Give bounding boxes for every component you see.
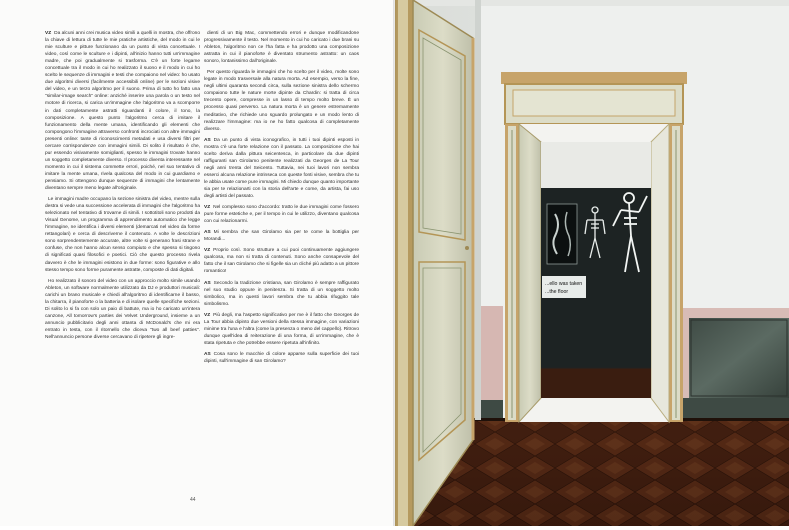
right-page-photo bbox=[395, 0, 789, 526]
paragraph-text: Più degli, ma l'aspetto significativo per me è il fatto che Georges de La Tour abbia dipinto due versioni della stessa immagine, con variazioni minime tra l'una e l'altra (come la presenza o meno del cappello). Ritrovo dunque quell'idea di reiterazione di una forma, di un'immagine, che è stata ripetuta e che potrebbe essere ripetuta all'infinito. bbox=[204, 312, 359, 346]
paragraph bbox=[204, 69, 359, 132]
speaker-initials: VZ bbox=[204, 205, 211, 211]
paragraph-text: Da un punto di vista iconografico, in tutti i tuoi dipinti esposti in mostra c'è una forte relazione con il passato. La composizione che hai scelto deriva dalla pittura seicentesca, in particolare da due dipinti raffiguranti san Girolamo penitente realizzati da Georges de La Tour negli anni trenta del Seicento. Tuttavia, nei tuoi lavori non sembra esserci alcuna relazione intrinseca con queste fonti visive, sembra che tu le abbia usate come pure immagini. Mi chiedo dunque quanto importante sia per te relazionarti con la storia dell'arte e come, da artista, fai uso degli artisti del passato. bbox=[204, 137, 359, 200]
paragraph bbox=[204, 312, 359, 347]
speaker-initials: AS bbox=[204, 351, 211, 357]
page-number: 44 bbox=[190, 497, 196, 503]
text-column-left bbox=[45, 30, 200, 345]
paragraph-text: Ho realizzato il sonoro del video con un approccio molto simile usando Ableton, un software normalmente utilizzato da DJ e produttori musicali: carichi un brano musicale e chiedi all'algoritmo di identificarne il basso, la chitarra, il pianoforte o la batteria e di isolare quelle specifiche sezioni. Di solito lo si fa con solo un paio di battute, ma io ho caricato un'intera canzone, All tomorrow's parties dei Velvet Underground, insieme a un annuncio pubblicitario degli anni ottanta di McDonald's che mi era entrato in testa, con il ritornello che diceva "two all beef patties". Nell'annuncio persone diverse cercavano di ripetere gli ingre- bbox=[45, 278, 200, 340]
paragraph bbox=[204, 229, 359, 243]
screen-caption-line: ...ello was taken bbox=[545, 281, 583, 287]
paragraph-text: Mi sembra che san Girolamo sia per te come la bottiglia per Morandi... bbox=[204, 230, 359, 243]
paragraph-text: Le immagini madre occupano la sezione sinistra del video, mentre sulla destra si vede una successione accelerata di immagini che l'algoritmo ha selezionato nel tentativo di trovarne di simili. I sottotitoli sono prodotti da Visual Genome, un programma di apprendimento automatico che legge l'immagine, ne identifica i diversi elementi (demarcati nel video da forme rettangolari) e cerca di descriverne il contenuto. A volte le descrizioni sono sorprendentemente accurate, altre volte si generano frasi strane e confuse, che non hanno alcun senso compiuto e che spesso si tingono di significati quasi filosofici e poetici. Ciò che questo processo rivela davvero è che le immagini esistono in due forme: sono figurative e allo stesso tempo sono forme puramente astratte, composte di dati digitali. bbox=[45, 197, 200, 273]
speaker-initials: VZ bbox=[45, 31, 52, 36]
paragraph bbox=[45, 196, 200, 274]
speaker-initials: VZ bbox=[204, 312, 211, 318]
paragraph bbox=[204, 280, 359, 308]
door-knob bbox=[465, 246, 469, 250]
paragraph-text: dienti di un Big Mac, commettendo errori e dunque modificandone progressivamente il testo. Nel momento in cui ho caricato i due brani su Ableton, l'algoritmo non ce l'ha fatta e ha prodotto una composizione astratta in cui il pianoforte è diventato strumento astratto: un caos sonoro, lontanissimo dall'originale. bbox=[204, 31, 359, 65]
paragraph-text: Per questo riguarda le immagini che ho scelto per il video, molte sono legate in modo trasversale alla natura morta. Ad esempio, verso la fine, negli ultimi quaranta secondi circa, sulla sezione sinistra dello schermo compaiono tutte le nature morte dipinte da Chardin: si tratta di circa trecento opere, compresse in un lasso di tempo molto breve. È un processo quasi perverso. La natura morta è un genere estremamente meditativo, che richiede uno sguardo prolungato e un modo lento di realizzare l'immagine: ma io ne ho fatto qualcosa di completamente diverso. bbox=[204, 70, 359, 132]
paragraph-text: Proprio così. Sono strutture a cui puoi continuamente aggiungere qualcosa, ma non si tratta di contenuti. Sono anche consapevole del fatto che il san Girolamo che si figelle sia un cliché più adatto a un pittore romantico! bbox=[204, 248, 359, 275]
door-frame-lintel bbox=[501, 72, 687, 84]
speaker-initials: AS bbox=[204, 137, 211, 143]
foreground-door-leaf bbox=[413, 0, 473, 526]
speaker-initials: AS bbox=[204, 230, 211, 236]
paragraph bbox=[45, 278, 200, 341]
screen-caption-line: ...the floor bbox=[545, 289, 569, 295]
paragraph bbox=[45, 30, 200, 192]
paragraph bbox=[204, 137, 359, 200]
gallery-photograph bbox=[395, 0, 789, 526]
paragraph bbox=[204, 351, 359, 365]
paragraph-text: Nel complesso sono d'accordo: tratto le due immagini come fossero pure forme estetiche e, per il tempo in cui le utilizzo, diventano qualcosa con cui relazionarmi. bbox=[204, 205, 359, 225]
paragraph bbox=[204, 247, 359, 275]
speaker-initials: AS bbox=[204, 280, 211, 286]
page-gutter bbox=[393, 0, 397, 526]
paragraph-text: Da alcuni anni crei musica video simili a quelli in mostra, che offrono la chiave di lettura di tutte le mie pratiche artistiche, del modo in cui le mie sculture e pitture funzionano da un punto di vista concettuale. I video, così come le sculture e i dipinti, all'inizio hanno tutti un'immagine madre, che poi gradualmente si trasforma. C'è un forte legame concettuale tra il modo in cui ho realizzato il suono e il modo in cui ho scelto le sequenze di immagini e testi che compaiono nel video: ho usato due algoritmi diversi (facilmente accessibili online) per le sezioni visive del video, e un terzo algoritmo per il suono. Prima di tutto ho fatto una "similar-image search" online: anziché inserire una parola o un testo nel motore di ricerca, si carica un'immagine che l'algoritmo va a scomporre in dati completamente astratti riguardanti il colore, il tono, la composizione. A questo punto l'algoritmo cerca di imitare il funzionamento della mente umana, identificando gli elementi che compongono l'immagine attraverso confronti incrociati con altre immagini presenti online: tante di riconoscimenti metadati e usa diversi filtri per cercare corrispondenze con immagini simili. Di solito il risultato è che, pur essendo visivamente somiglianti, spesso le immagini trovate hanno un soggetto completamente diverso. Il processo diventa interessante nel momento in cui il sistema commette errori, poiché, nel suo tentativo di imitare la mente umana, rivela qualcosa del modo in cui guardiamo e pensiamo. Si ottengono dunque sequenze di immagini che lentamente diventano sempre meno legate all'originale. bbox=[45, 31, 200, 192]
paragraph bbox=[204, 204, 359, 225]
paragraph-text: Secondo la tradizione cristiana, san Girolamo è sempre raffigurato nel suo studio oppure in penitenza. Si tratta di un soggetto molto simbolico, ma in questi lavori sembra che tu abbia rifuggito tale simbolismo. bbox=[204, 280, 359, 307]
speaker-initials: VZ bbox=[204, 248, 211, 254]
text-column-right bbox=[204, 30, 359, 369]
paragraph bbox=[204, 30, 359, 65]
paragraph-text: Cosa sono le macchie di colore apparse sulla superficie dei tuoi dipinti, sull'immagine di san Girolamo? bbox=[204, 351, 359, 364]
left-page bbox=[0, 0, 395, 526]
